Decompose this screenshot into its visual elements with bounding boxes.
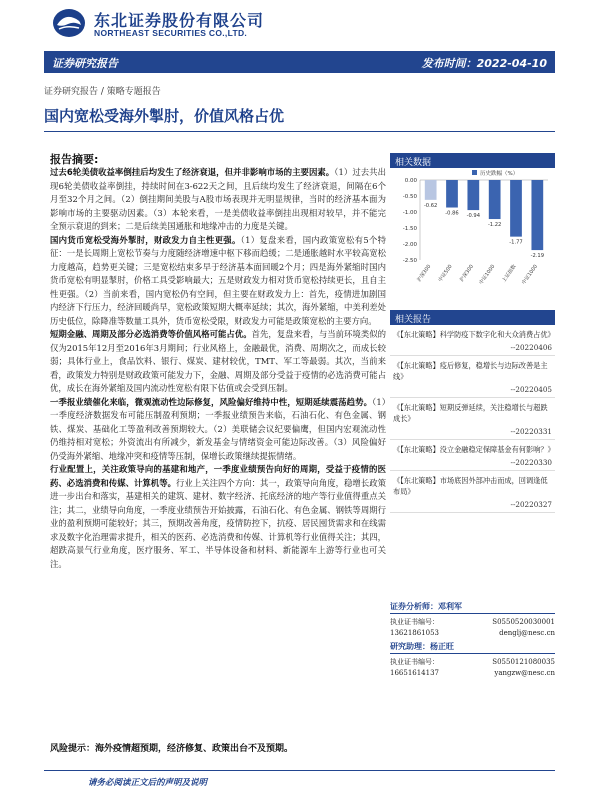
chart-bar bbox=[467, 180, 479, 210]
x-category-label: 上证指数 bbox=[501, 263, 518, 284]
x-category-label: 中证1000 bbox=[478, 263, 497, 286]
summary-text: （1）复盘来看，国内政策宽松有5个特征：一是长周期上宽松节奏与力度随经济增速中枢下移而趋缓；二是通胀越时水平较高宽松力度越高，趋势更关键；三是宽松结束多早于经济基本面回暖2个月；四是海外紧缩时国内货币宽松有明显掣肘，价格工具受影响最大；五是财政发力相对货币宽松持续更长，且自主性更强。（2）当前来看，国内宽松仍有空间，但主要在财政发力上：首先，疫情进加剧国内经济下行压力，经济回暖尚早，宽松政策短期大概率延续；其次，海外紧缩，中美利差处历史低位，除降准等数量工具外，货币宽松受限，财政发力可能是政策宽松的主要方向。 bbox=[50, 234, 387, 326]
page-header bbox=[0, 0, 600, 48]
related-reports-heading: 相关报告 bbox=[390, 310, 555, 325]
bar-value-label: -2.19 bbox=[530, 253, 545, 260]
analyst-info-line bbox=[390, 617, 555, 628]
report-item[interactable] bbox=[390, 325, 555, 356]
chart-bar bbox=[510, 180, 522, 237]
report-title: 《【东北策略】市场底因外部冲击而成，回调逢低布局》 bbox=[393, 476, 548, 496]
report-type: 证券研究报告 bbox=[52, 57, 118, 70]
chart-bar bbox=[531, 180, 543, 250]
analyst-role: 证券分析师： bbox=[390, 602, 438, 611]
report-item[interactable] bbox=[390, 356, 555, 398]
analyst-info-value[interactable]: yangzw@nesc.cn bbox=[494, 668, 555, 677]
company-logo-icon bbox=[52, 8, 86, 38]
x-category-label: 中证1000 bbox=[521, 263, 539, 286]
report-item[interactable] bbox=[390, 440, 555, 471]
analyst-info-value[interactable]: denglj@nesc.cn bbox=[499, 628, 555, 637]
title-divider bbox=[44, 131, 555, 132]
x-category-label: 沪深300 bbox=[416, 263, 433, 284]
related-data-panel bbox=[390, 153, 555, 293]
bar-value-label: -1.77 bbox=[509, 239, 523, 246]
analyst-info-value: S0550121080035 bbox=[492, 658, 555, 666]
analyst-info-line bbox=[390, 657, 555, 668]
report-title: 《【东北策略】短期反弹延续，关注稳增长与超跌成长》 bbox=[393, 403, 548, 423]
chart-bar bbox=[425, 180, 437, 200]
report-date: --20220330 bbox=[510, 458, 552, 467]
report-title: 《【东北策略】科学防疫下数字化和大众消费占优》 bbox=[393, 330, 555, 339]
analyst-heading bbox=[390, 641, 555, 654]
breadcrumb: 证券研究报告 / 策略专题报告 bbox=[44, 87, 161, 97]
analyst-heading bbox=[390, 601, 555, 614]
analyst-name: 邓利军 bbox=[438, 602, 462, 611]
analyst-info-value: 16651614137 bbox=[390, 668, 439, 677]
y-tick-label: -2.50 bbox=[402, 258, 417, 264]
risk-warning: 风险提示：海外疫情超预期，经济修复、政策出台不及预期。 bbox=[50, 744, 294, 754]
report-date: --20220406 bbox=[510, 343, 552, 352]
report-list bbox=[390, 325, 555, 513]
y-tick-label: -1.50 bbox=[402, 226, 417, 232]
report-date: --20220327 bbox=[510, 500, 552, 509]
company-name-cn: 东北证券股份有限公司 bbox=[94, 11, 265, 30]
report-item[interactable] bbox=[390, 471, 555, 513]
legend-swatch bbox=[472, 170, 477, 175]
decline-bar-chart bbox=[390, 168, 555, 293]
report-date: --20220331 bbox=[510, 427, 552, 436]
analyst-info-value: S0550520030001 bbox=[492, 618, 555, 626]
analyst-info-value: 13621861053 bbox=[390, 628, 439, 637]
analyst-list bbox=[390, 601, 555, 678]
summary-bold-lead: 短期金融、周期及部分必选消费等价值风格可能占优。 bbox=[50, 329, 252, 339]
summary-text: （1）过去共出现6轮美债收益率倒挂，持续时间在3-622天之间，且后续均发生了经济衰退，间隔在6个月至32个月之间。（2）倒挂期间美股与A股市场表现并无明显规律，当时的经济基本面为影响市场的主要驱动因素。（3）本轮来看，一是美债收益率倒挂出现相对较早，并不能完全预示衰退的到来；二是后续美国通胀和地缘冲击的力度是关键。 bbox=[50, 167, 386, 231]
chart-bar bbox=[489, 180, 501, 219]
summary-bold-lead: 行业配置上，关注政策导向的基建和地产，一季度业绩预告向好的周期，受益于疫情的医药、必选消费和传媒、计算机等。 bbox=[50, 464, 386, 488]
bar-value-label: -0.62 bbox=[423, 202, 438, 209]
summary-bold-lead: 国内货币宽松受海外掣肘，财政发力自主性更强。 bbox=[50, 234, 241, 245]
chart-bar bbox=[446, 180, 458, 208]
x-category-label: 中证500 bbox=[437, 263, 454, 284]
summary-text: 首先，复盘来看，与当前环境类似的仅为2015年12月至2016年3月期间；行业风格上，金融最优，消费、周期次之，而成长较弱；具体行业上，食品饮料、银行、煤炭、建材较优，TMT、军工等最弱。其次，当前来看，政策发力特别是财政政策可能发力下，金融、周期及部分受益于疫情的必选消费可能占优，成长在海外紧缩及国内流动性宽松有限下估值或会受到压制。 bbox=[50, 329, 387, 393]
report-title: 《【东北策略】疫后修复，稳增长与边际改善是主线》 bbox=[393, 361, 548, 381]
y-tick-label: -0.50 bbox=[402, 194, 417, 200]
analyst-info-value: 执业证书编号： bbox=[390, 618, 439, 626]
summary-body bbox=[50, 166, 386, 571]
summary-paragraph bbox=[50, 166, 386, 234]
analyst-info-line bbox=[390, 628, 555, 639]
related-data-heading: 相关数据 bbox=[390, 153, 555, 168]
analyst-panel bbox=[390, 601, 555, 681]
bar-value-label: -0.94 bbox=[466, 213, 481, 220]
analyst-card bbox=[390, 601, 555, 638]
bar-value-label: -1.22 bbox=[487, 222, 502, 229]
summary-paragraph bbox=[50, 234, 386, 329]
report-title: 《【东北策略】没立金融稳定保障基金有何影响？》 bbox=[393, 445, 555, 454]
summary-text: （1）一季度经济数据发布可能压制盈利预期；一季报业绩预告来临，石油石化、有色金属、钢铁、煤炭、基础化工等盈利改善预期较大。（2）美联储会议纪要偏鹰，但国内宏观流动性仍维持相对宽松；外资流出有所减少，新发基金与情绪资金可能边际改善。（3）风险偏好仍受海外紧缩、地缘冲突和疫情等压制，保增长政策继续提振情绪。 bbox=[50, 396, 386, 461]
summary-bold-lead: 过去6轮美债收益率倒挂后均发生了经济衰退，但并非影响市场的主要因素。 bbox=[50, 167, 335, 177]
analyst-name: 杨正旺 bbox=[430, 642, 454, 651]
publish-date: 发布时间：2022-04-10 bbox=[421, 57, 547, 70]
summary-paragraph bbox=[50, 463, 386, 571]
related-reports-panel bbox=[390, 310, 555, 513]
page-title: 国内宽松受海外掣肘，价值风格占优 bbox=[44, 107, 285, 125]
analyst-info-value: 执业证书编号： bbox=[390, 658, 439, 666]
report-banner bbox=[44, 51, 555, 73]
footer-divider bbox=[44, 770, 555, 771]
analyst-card bbox=[390, 641, 555, 678]
bar-value-label: -0.86 bbox=[445, 210, 459, 217]
analyst-role: 研究助理： bbox=[390, 642, 430, 651]
analyst-info-line bbox=[390, 668, 555, 679]
summary-paragraph bbox=[50, 396, 386, 464]
summary-heading: 报告摘要: bbox=[50, 153, 99, 166]
legend-label: 历史跌幅（%） bbox=[480, 171, 519, 177]
summary-text: 行业上关注四个方向：其一，政策导向角度，稳增长政策进一步出台和落实，基建相关的建筑、建材、数字经济、托底经济的地产等行业值得重点关注；其二，业绩导向角度，一季度业绩预告开始披露，石油石化、有色金属、钢铁等周期行业的盈利预期可能较好；其三，预期改善角度，疫情防控下，抗疫、居民囤货需求和在线需求及数字化治理需求提升，相关的医药、必选消费和传媒、计算机等行业值得关注；其四，超跌高景气行业角度，医疗服务、军工、半导体设备和材料、新能源车上游等行业也可关注。 bbox=[50, 477, 387, 569]
summary-bold-lead: 一季报业绩催化来临，微观流动性边际修复，风险偏好维持中性，短期延续震荡趋势。 bbox=[50, 396, 373, 407]
company-name-en: NORTHEAST SECURITIES CO.,LTD. bbox=[94, 28, 248, 38]
y-tick-label: 0.00 bbox=[404, 178, 417, 184]
y-tick-label: -2.00 bbox=[402, 242, 417, 248]
footer-disclaimer: 请务必阅读正文后的声明及说明 bbox=[88, 778, 208, 788]
x-category-label: 沪深300 bbox=[458, 263, 475, 284]
report-date: --20220405 bbox=[510, 385, 552, 394]
report-item[interactable] bbox=[390, 398, 555, 440]
y-tick-label: -1.00 bbox=[402, 210, 417, 216]
summary-paragraph bbox=[50, 328, 386, 396]
